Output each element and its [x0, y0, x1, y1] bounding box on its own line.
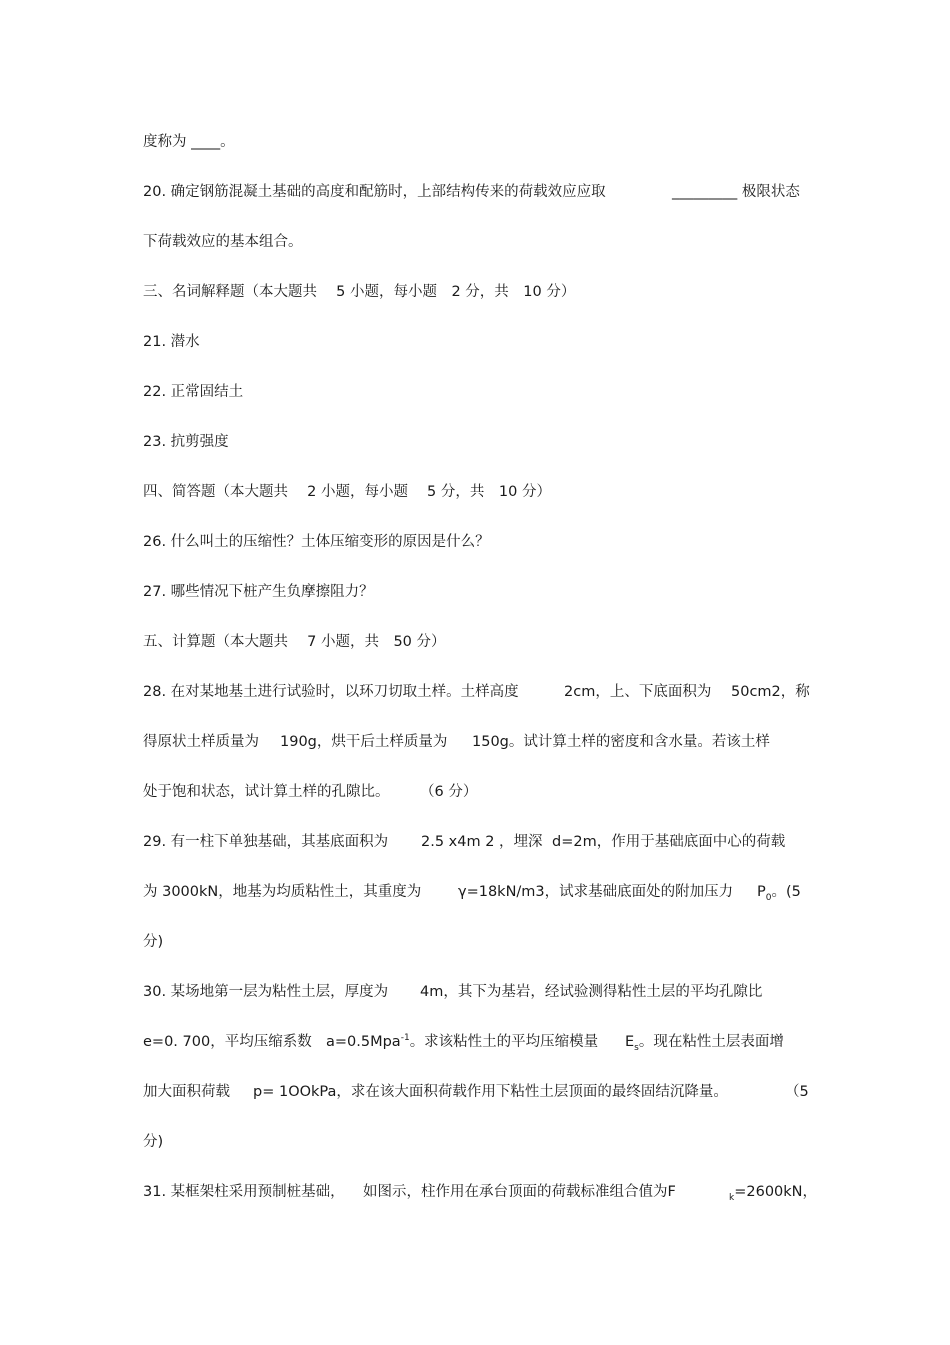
line-text: a=0.5Mpa — [326, 1034, 401, 1050]
line-text: _________ 极限状态 — [672, 184, 800, 200]
formula-p0 — [757, 882, 801, 902]
line-text: （5 — [785, 1084, 809, 1100]
question-23 — [143, 432, 229, 452]
text-line — [143, 232, 303, 252]
line-text: 得原状土样质量为 — [143, 734, 259, 750]
text-line — [143, 932, 163, 952]
line-text: 27. 哪些情况下桩产生负摩擦阻力？ — [143, 584, 374, 600]
line-text: 如图示，柱作用在承台顶面的荷载标准组合值为F — [363, 1184, 676, 1200]
subscript: s — [634, 1042, 639, 1053]
subscript: 0 — [765, 892, 772, 903]
question-26 — [143, 532, 490, 552]
line-text: 20. 确定钢筋混凝土基础的高度和配筋时，上部结构传来的荷载效应应取 — [143, 184, 606, 200]
line-text: P — [757, 884, 766, 900]
line-text: 29. 有一柱下单独基础，其基底面积为 — [143, 834, 389, 850]
line-text: 150g。试计算土样的密度和含水量。若该土样 — [472, 734, 770, 750]
line-text: 四、简答题（本大题共 2 小题，每小题 5 分，共 10 分） — [143, 484, 551, 500]
line-text: 30. 某场地第一层为粘性土层，厚度为 — [143, 984, 389, 1000]
formula-es — [625, 1032, 784, 1052]
question-27 — [143, 582, 374, 602]
line-text: 2cm，上、下底面积为 — [564, 684, 712, 700]
line-text: 。(5 — [771, 884, 801, 900]
text-line — [143, 132, 235, 152]
line-text: （6 分） — [420, 784, 478, 800]
line-text: γ=18kN/m3，试求基础底面处的附加压力 — [458, 884, 734, 900]
line-text: 下荷载效应的基本组合。 — [143, 234, 303, 250]
question-21 — [143, 332, 200, 352]
line-text: p= 1OOkPa，求在该大面积荷载作用下粘性土层顶面的最终固结沉降量。 — [253, 1084, 728, 1100]
line-text: 21. 潜水 — [143, 334, 200, 350]
line-text: 22. 正常固结土 — [143, 384, 244, 400]
line-text: d=2m，作用于基础底面中心的荷载 — [552, 834, 786, 850]
line-text: 2.5 x4m 2 ，埋深 — [421, 834, 543, 850]
line-text: =2600kN， — [734, 1184, 818, 1200]
superscript: -1 — [400, 1033, 410, 1044]
line-text: 分) — [143, 1134, 164, 1150]
subscript: k — [729, 1192, 735, 1203]
line-text: 28. 在对某地基土进行试验时，以环刀切取土样。土样高度 — [143, 684, 519, 700]
line-text: 三、名词解释题（本大题共 5 小题，每小题 2 分，共 10 分） — [143, 284, 576, 300]
text-line — [143, 1132, 163, 1152]
line-text: 处于饱和状态，试计算土样的孔隙比。 — [143, 784, 390, 800]
section-heading — [143, 282, 575, 302]
line-text: 26. 什么叫土的压缩性？土体压缩变形的原因是什么？ — [143, 534, 490, 550]
line-text: 4m，其下为基岩，经试验测得粘性土层的平均孔隙比 — [420, 984, 763, 1000]
formula-a — [326, 1032, 598, 1052]
formula-fk — [729, 1182, 817, 1202]
line-text: 31. 某框架柱采用预制桩基础， — [143, 1184, 345, 1200]
line-text: E — [625, 1034, 635, 1050]
line-text: 为 3000kN，地基为均质粘性土，其重度为 — [143, 884, 422, 900]
section-heading — [143, 632, 446, 652]
line-text: 50cm2，称 — [731, 684, 810, 700]
line-text: 度称为 ____。 — [143, 134, 235, 150]
line-text: 分) — [143, 934, 164, 950]
line-text: e=0. 700，平均压缩系数 — [143, 1034, 312, 1050]
line-text: 。现在粘性土层表面增 — [638, 1034, 784, 1050]
line-text: 190g，烘干后土样质量为 — [280, 734, 448, 750]
question-22 — [143, 382, 243, 402]
line-text: 加大面积荷载 — [143, 1084, 230, 1100]
line-text: 。求该粘性土的平均压缩模量 — [409, 1034, 599, 1050]
section-heading — [143, 482, 551, 502]
line-text: 五、计算题（本大题共 7 小题，共 50 分） — [143, 634, 446, 650]
line-text: 23. 抗剪强度 — [143, 434, 229, 450]
